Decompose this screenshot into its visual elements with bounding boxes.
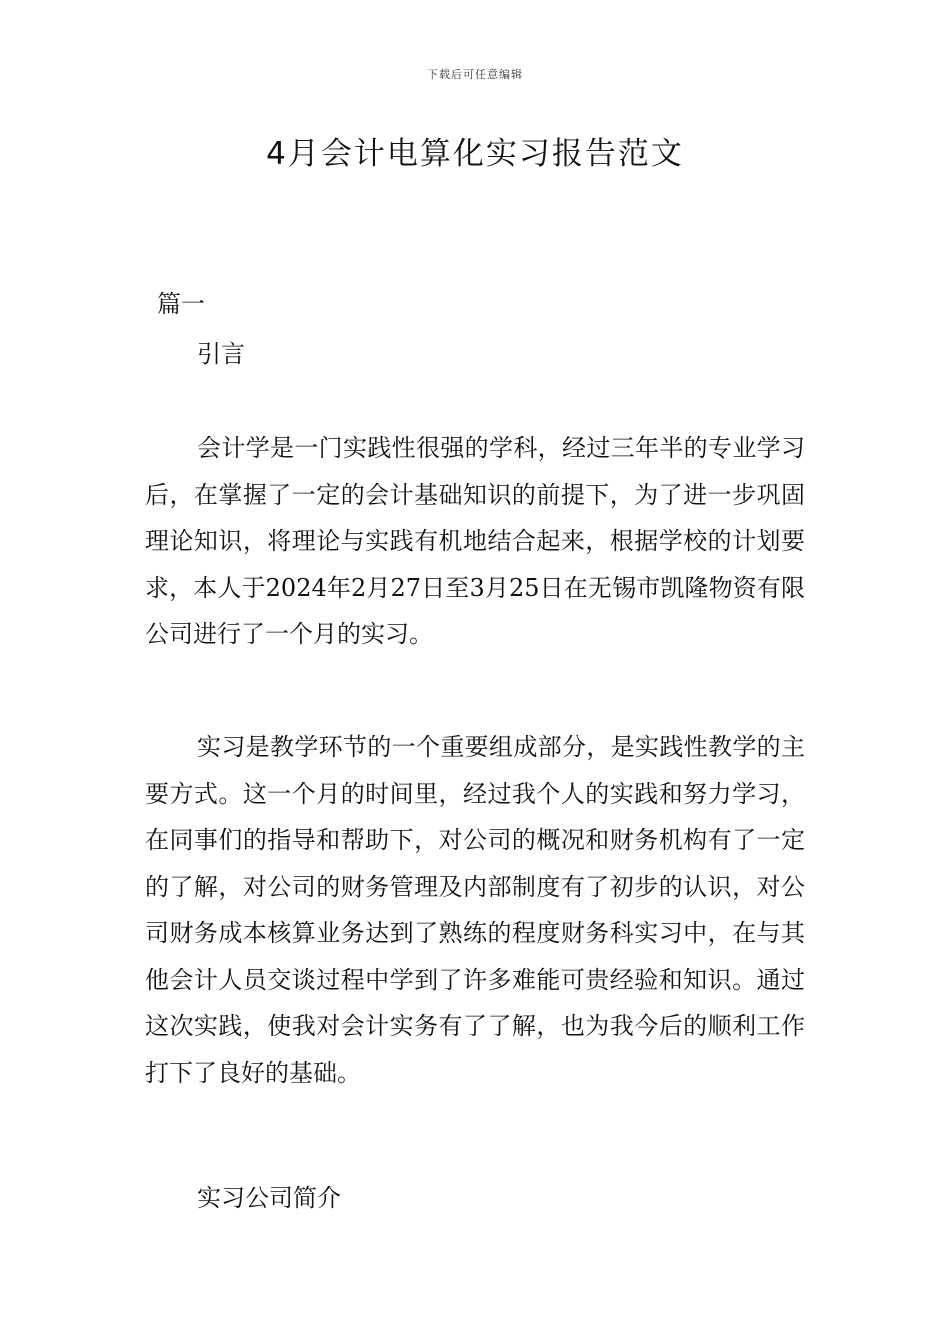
paragraph-internship: 实习是教学环节的一个重要组成部分，是实践性教学的主要方式。这一个月的时间里，经过我个人的实践和努力学习，在同事们的指导和帮助下，对公司的概况和财务机构有了一定的了解，对公司的财务管理及内部制度有了初步的认识，对公司财务成本核算业务达到了熟练的程度财务科实习中，在与其他会计人员交谈过程中学到了许多难能可贵经验和知识。通过这次实践，使我对会计实务有了了解，也为我今后的顺利工作打下了良好的基础。 — [145, 733, 805, 1087]
page-header-note: 下载后可任意编辑 — [427, 68, 523, 81]
company-intro-heading: 实习公司简介 — [197, 1184, 341, 1212]
intro-heading: 引言 — [197, 340, 245, 368]
paragraph-intro: 会计学是一门实践性很强的学科，经过三年半的专业学习后，在掌握了一定的会计基础知识的前提下，为了进一步巩固理论知识，将理论与实践有机地结合起来，根据学校的计划要求，本人于2024年2月27日至3月25日在无锡市凯隆物资有限公司进行了一个月的实习。 — [145, 434, 805, 648]
document-title: 4月会计电算化实习报告范文 — [266, 136, 684, 172]
section-label: 篇一 — [157, 290, 205, 318]
